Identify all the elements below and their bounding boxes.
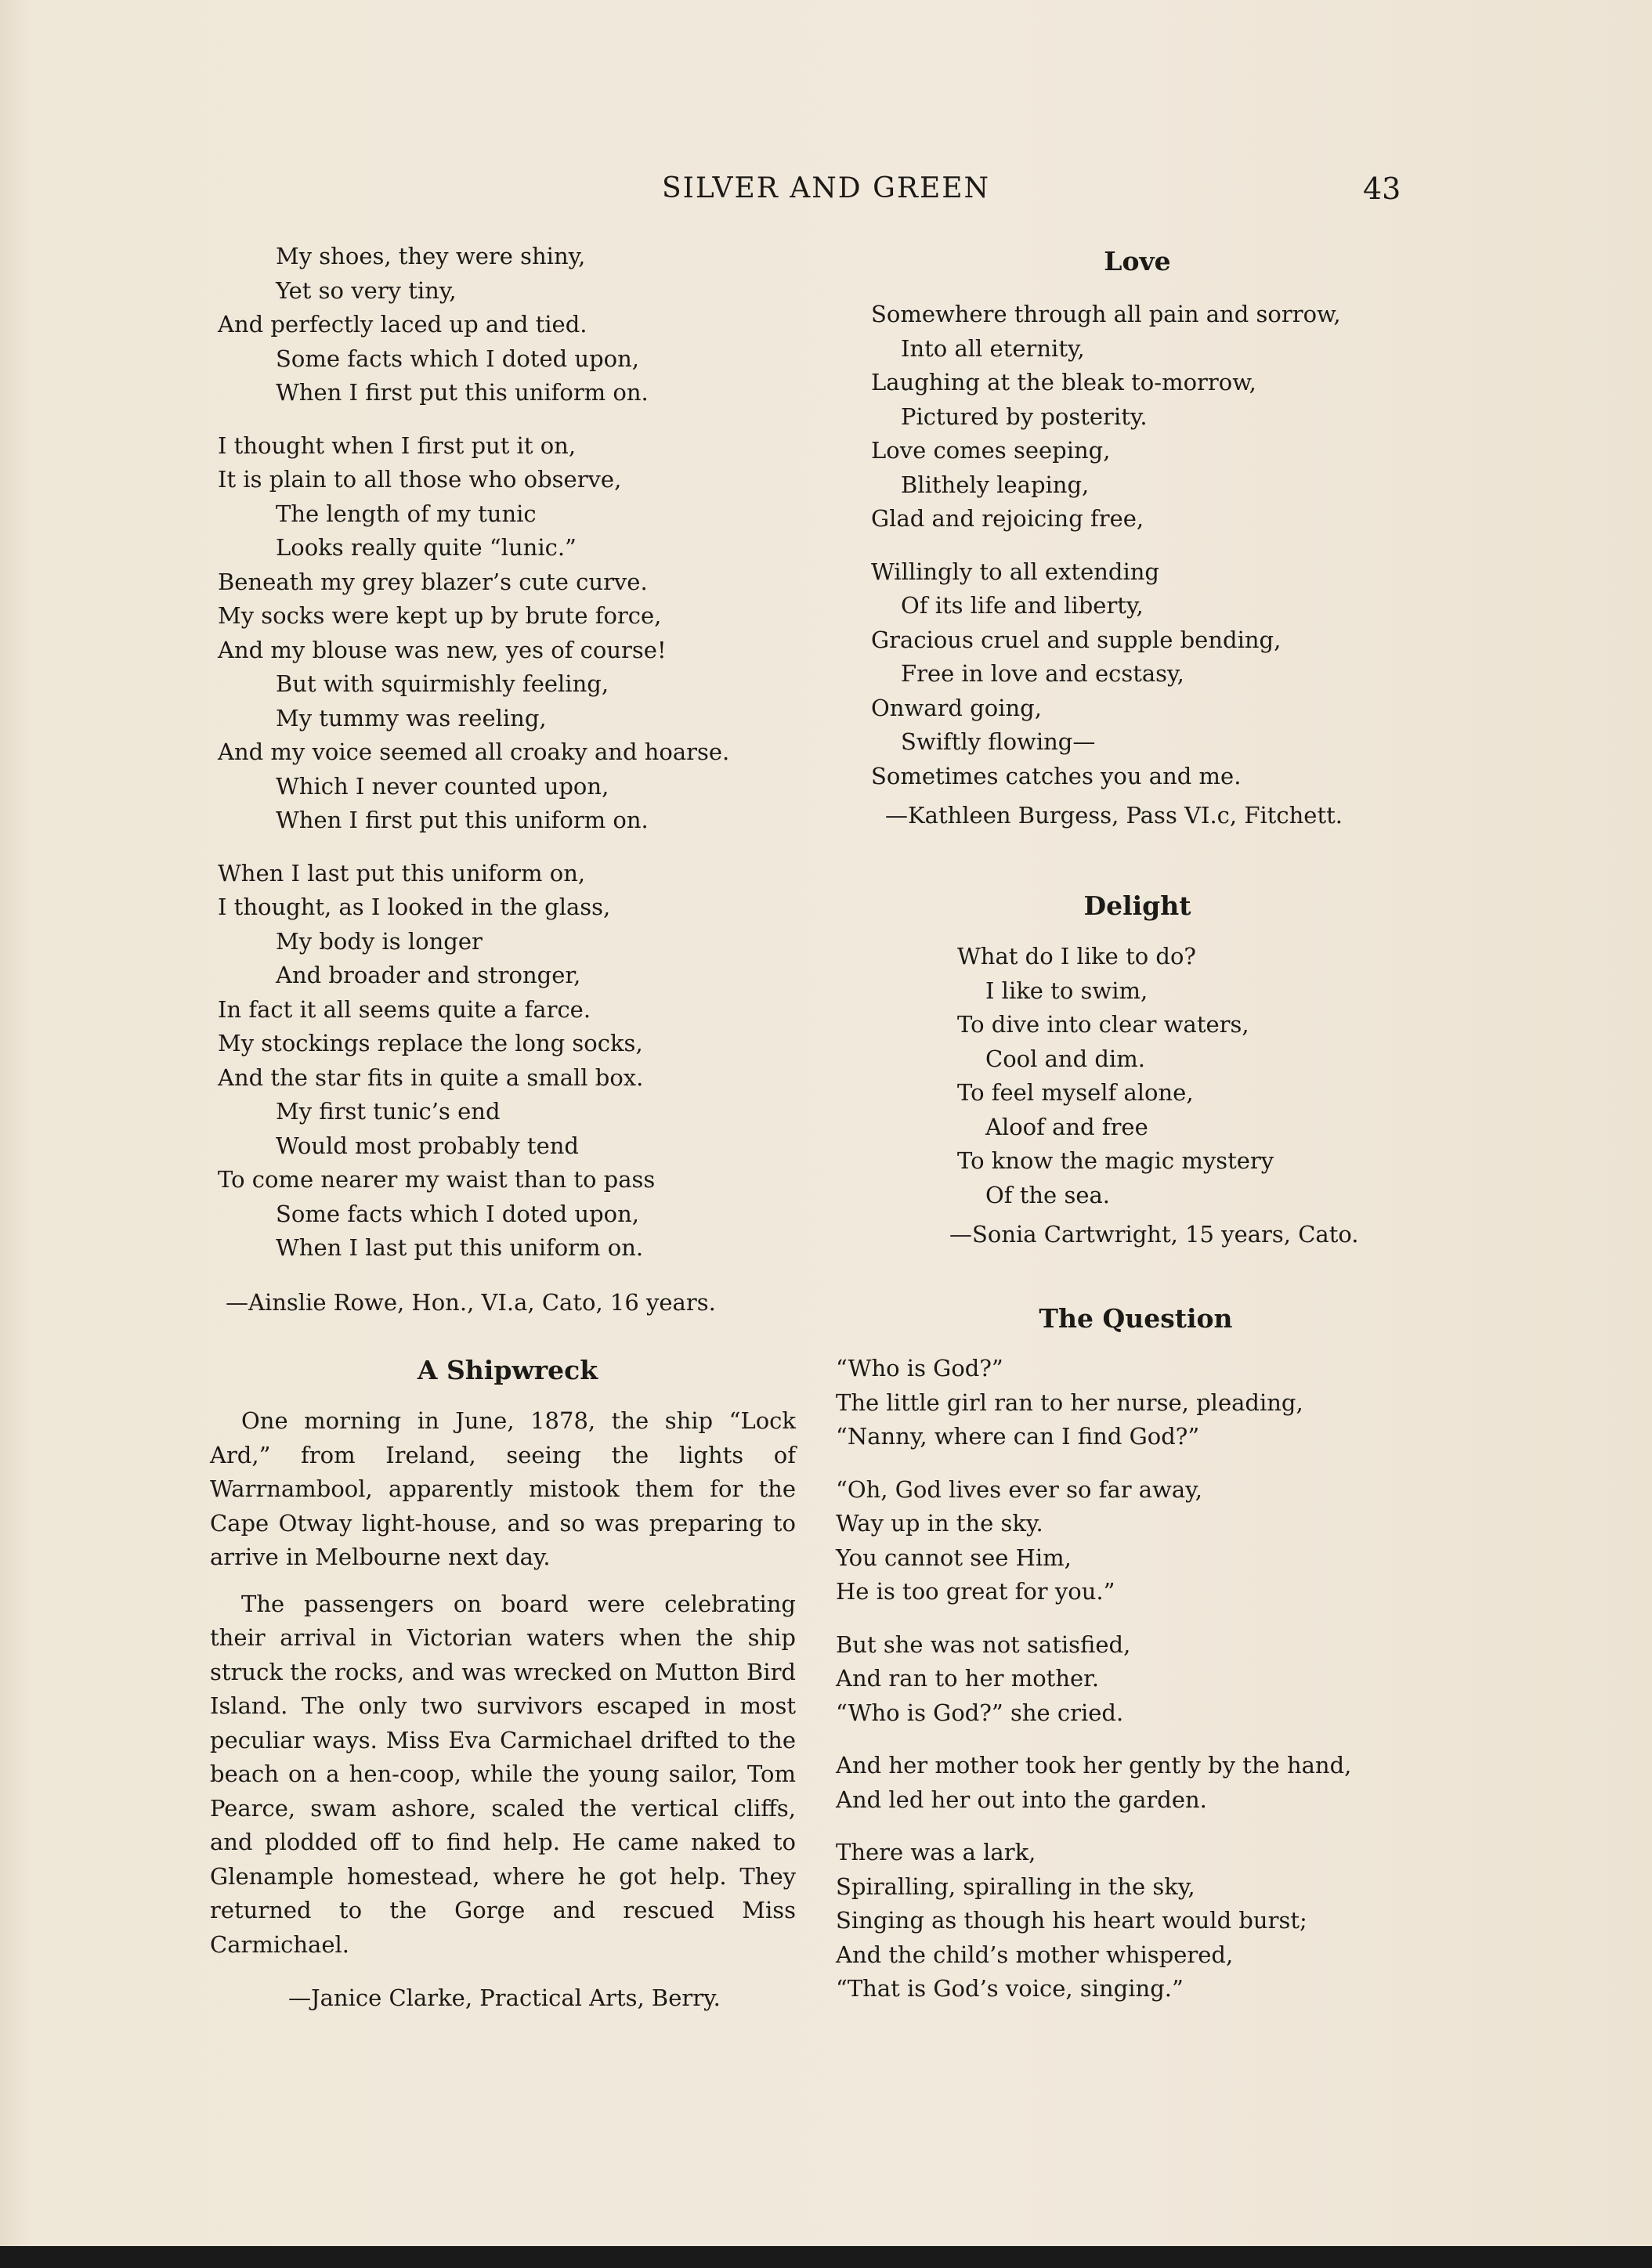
poem-line: And the star fits in quite a small box.: [218, 1064, 644, 1091]
poem-line: Swiftly flowing—: [901, 728, 1096, 755]
poem-line: Which I never counted upon,: [276, 772, 609, 800]
poem-line: Singing as though his heart would burst;: [836, 1907, 1307, 1934]
poem-line: Laughing at the bleak to-morrow,: [871, 369, 1256, 395]
love-title: Love: [1104, 246, 1171, 276]
poem-line: Of its life and liberty,: [901, 592, 1144, 619]
poem-line: But with squirmishly feeling,: [276, 670, 609, 697]
poem-line: And broader and stronger,: [276, 962, 581, 988]
shipwreck-attribution: —Janice Clarke, Practical Arts, Berry.: [288, 1984, 721, 2011]
poem-line: Beneath my grey blazer’s cute curve.: [218, 568, 648, 595]
question-title: The Question: [1039, 1303, 1233, 1334]
poem-line: You cannot see Him,: [836, 1544, 1072, 1571]
question-stanza-3: [836, 1628, 1462, 1731]
poem-line: Free in love and ecstasy,: [901, 660, 1184, 687]
poem-line: Somewhere through all pain and sorrow,: [871, 301, 1341, 327]
poem-line: To dive into clear waters,: [957, 1011, 1249, 1038]
poem-line: And the child’s mother whispered,: [836, 1941, 1234, 1968]
poem-line: And perfectly laced up and tied.: [218, 311, 587, 338]
poem-line: And ran to her mother.: [836, 1665, 1100, 1692]
poem-line: To come nearer my waist than to pass: [218, 1166, 656, 1193]
poem-line: Looks really quite “lunic.”: [276, 534, 577, 561]
poem-line: Yet so very tiny,: [276, 276, 457, 304]
delight-title: Delight: [1083, 890, 1191, 921]
poem-line: Would most probably tend: [276, 1132, 579, 1159]
poem-line: When I last put this uniform on,: [218, 859, 586, 887]
shipwreck-paragraph: The passengers on board were celebrating their arrival in Victorian waters when the ship struck the rocks, and was wrecked on Mutton Bird Island. The only two survivors escaped in most peculiar ways. Miss Eva Carmichael drifted to the beach on a hen-coop, while the young sailor, Tom Pearce, swam ashore, scaled the vertical cliffs, and plodded off to find help. He came naked to Glenample homestead, where he got help. They returned to the Gorge and rescued Miss Carmichael.: [210, 1590, 796, 1958]
poem-line: Glad and rejoicing free,: [871, 505, 1144, 532]
poem-line: Gracious cruel and supple bending,: [871, 626, 1281, 653]
poem-line: There was a lark,: [836, 1839, 1036, 1865]
poem-line: To feel myself alone,: [957, 1079, 1194, 1106]
love-attribution: —Kathleen Burgess, Pass VI.c, Fitchett.: [885, 802, 1343, 829]
poem-line: But she was not satisfied,: [836, 1631, 1131, 1658]
poem-line: I thought, as I looked in the glass,: [218, 894, 611, 920]
uniform-poem: [218, 240, 829, 1266]
uniform-poem-stanza-1: [218, 240, 829, 410]
poem-line: “Oh, God lives ever so far away,: [836, 1475, 1202, 1503]
poem-line: I thought when I first put it on,: [218, 432, 577, 459]
poem-line: Willingly to all extending: [871, 558, 1159, 585]
poem-line: Cool and dim.: [985, 1045, 1145, 1072]
running-header-title: SILVER AND GREEN: [661, 172, 991, 204]
poem-line: My stockings replace the long socks,: [218, 1030, 643, 1056]
poem-line: Aloof and free: [985, 1113, 1148, 1140]
poem-line: Love comes seeping,: [871, 437, 1111, 464]
poem-line: And my voice seemed all croaky and hoarse.: [218, 739, 730, 765]
poem-line: In fact it all seems quite a farce.: [218, 995, 591, 1023]
shipwreck-title: A Shipwreck: [417, 1355, 598, 1385]
uniform-poem-stanza-2: [218, 429, 829, 838]
poem-line: To know the magic mystery: [957, 1147, 1274, 1174]
poem-line: Sometimes catches you and me.: [871, 762, 1242, 789]
shipwreck-paragraph: One morning in June, 1878, the ship “Lock Ard,” from Ireland, seeing the lights of Warrnambool, apparently mistook them for the Cape Otway light-house, and so was preparing to arrive in Melbourne next day.: [210, 1407, 796, 1570]
poem-line: Some facts which I doted upon,: [276, 345, 640, 372]
poem-line: My socks were kept up by brute force,: [218, 602, 662, 629]
poem-line: It is plain to all those who observe,: [218, 466, 622, 493]
poem-line: “Nanny, where can I find God?”: [836, 1423, 1200, 1450]
poem-line: My tummy was reeling,: [276, 704, 547, 731]
poem-line: When I first put this uniform on.: [276, 807, 649, 833]
poem-line: What do I like to do?: [957, 943, 1196, 970]
poem-line: And led her out into the garden.: [836, 1786, 1207, 1813]
delight-attribution: —Sonia Cartwright, 15 years, Cato.: [949, 1221, 1359, 1248]
poem-line: When I last put this uniform on.: [276, 1234, 644, 1261]
poem-line: “That is God’s voice, singing.”: [836, 1975, 1184, 2002]
poem-line: Pictured by posterity.: [901, 403, 1148, 430]
question-stanza-1: [836, 1352, 1462, 1454]
poem-line: He is too great for you.”: [836, 1578, 1115, 1605]
shipwreck-body: [210, 1404, 796, 1974]
poem-line: My shoes, they were shiny,: [276, 243, 586, 269]
poem-line: Into all eternity,: [901, 334, 1085, 362]
poem-line: Spiralling, spiralling in the sky,: [836, 1873, 1195, 1900]
question-stanza-4: [836, 1749, 1462, 1817]
question-poem: [836, 1352, 1462, 2006]
uniform-poem-attribution: —Ainslie Rowe, Hon., VI.a, Cato, 16 years.: [226, 1289, 716, 1316]
question-stanza-2: [836, 1473, 1462, 1609]
poem-line: The little girl ran to her nurse, pleading,: [836, 1389, 1303, 1416]
love-stanza-1: [871, 298, 1435, 536]
poem-line: Onward going,: [871, 694, 1042, 721]
delight-poem: [957, 940, 1396, 1212]
love-stanza-2: [871, 555, 1435, 794]
poem-line: “Who is God?”: [836, 1355, 1003, 1381]
poem-line: Way up in the sky.: [836, 1510, 1043, 1537]
poem-line: And my blouse was new, yes of course!: [218, 636, 667, 663]
poem-line: My body is longer: [276, 927, 483, 955]
poem-line: Some facts which I doted upon,: [276, 1200, 640, 1227]
poem-line: The length of my tunic: [276, 500, 537, 527]
poem-line: When I first put this uniform on.: [276, 379, 649, 406]
poem-line: And her mother took her gently by the hand,: [836, 1752, 1352, 1779]
question-stanza-5: [836, 1836, 1462, 2006]
poem-line: Of the sea.: [985, 1181, 1110, 1208]
love-poem: [871, 298, 1435, 793]
uniform-poem-stanza-3: [218, 857, 829, 1266]
poem-line: Blithely leaping,: [901, 471, 1090, 498]
poem-line: “Who is God?” she cried.: [836, 1699, 1124, 1726]
page-number: 43: [1363, 172, 1401, 206]
scan-bottom-edge: [0, 2246, 1652, 2268]
poem-line: My first tunic’s end: [276, 1098, 501, 1125]
poem-line: I like to swim,: [985, 977, 1148, 1004]
